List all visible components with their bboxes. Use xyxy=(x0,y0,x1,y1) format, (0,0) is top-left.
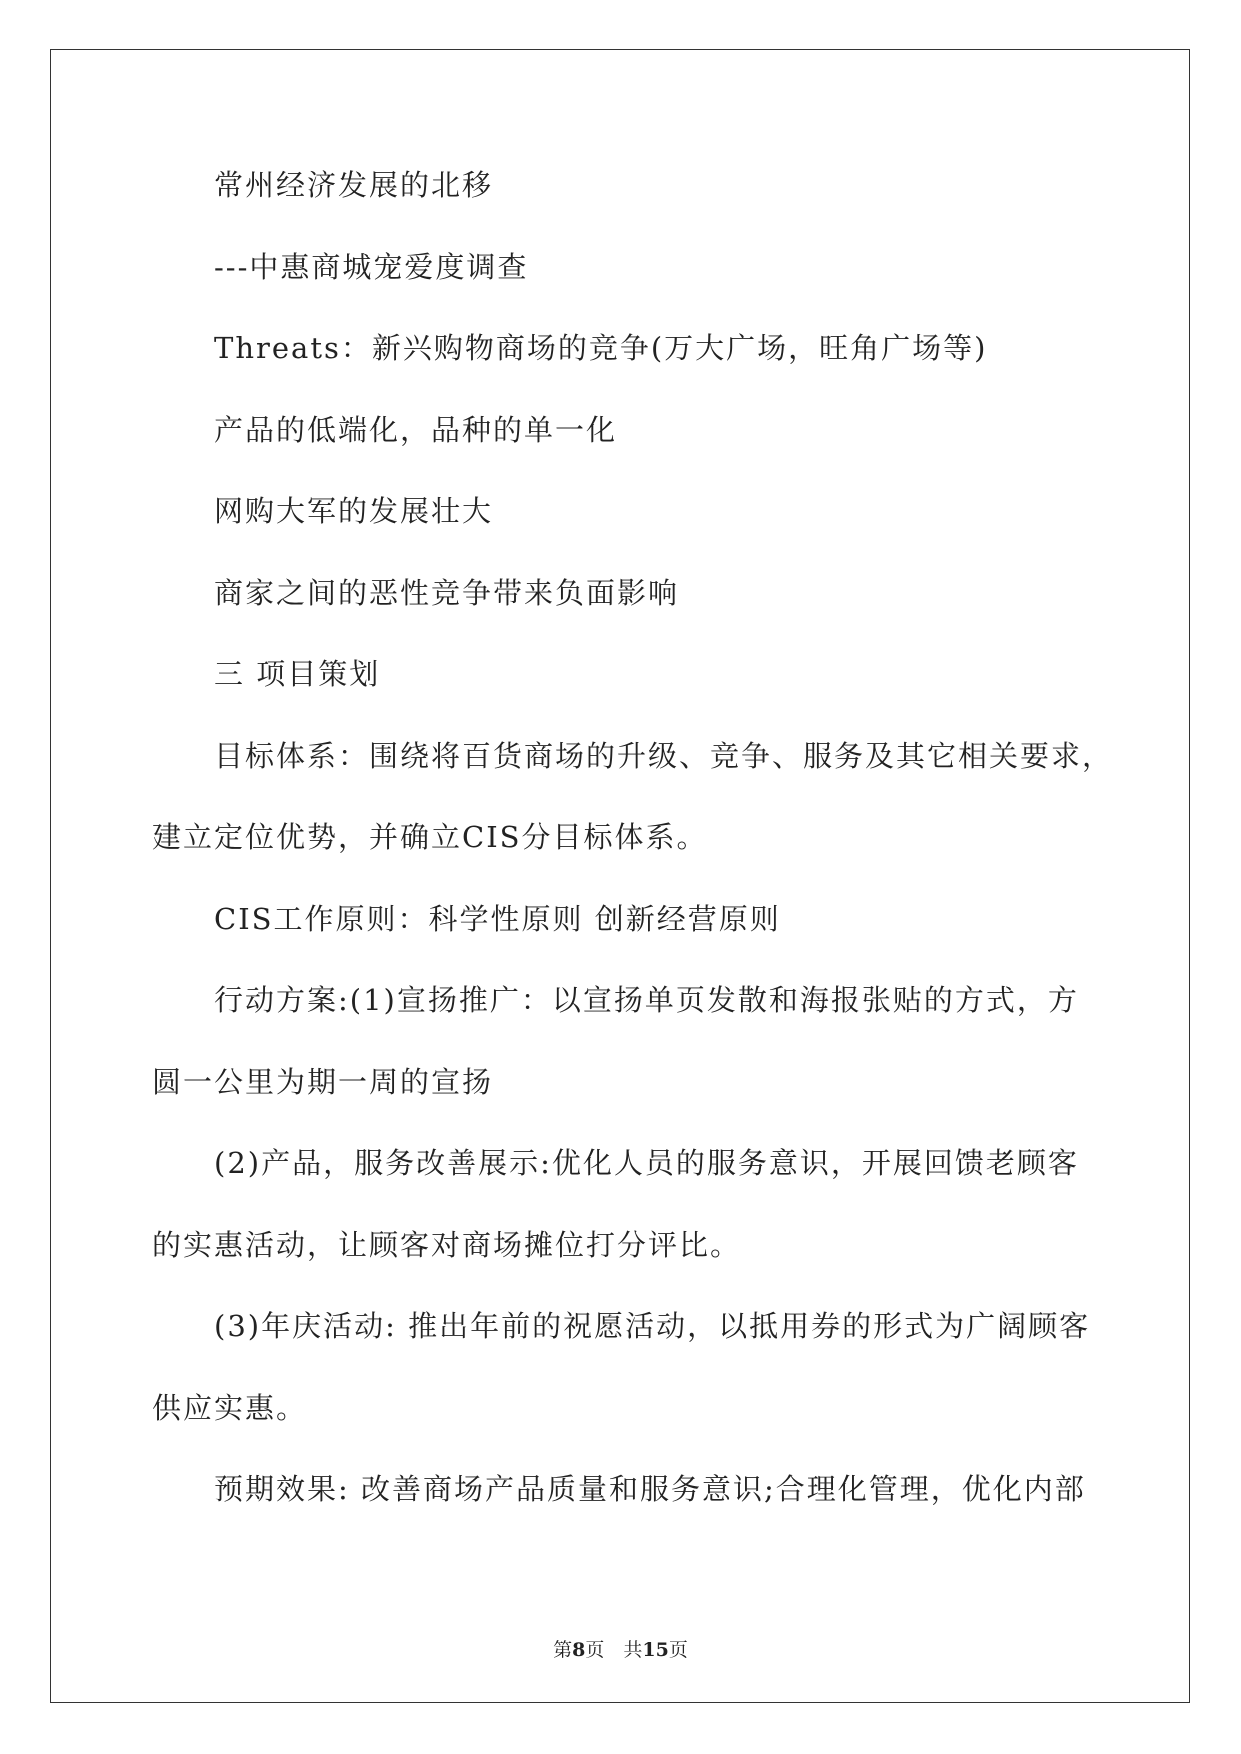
paragraph-line: ---中惠商城宠爱度调查 xyxy=(214,249,529,284)
paragraph-line: CIS工作原则：科学性原则 创新经营原则 xyxy=(214,901,781,936)
paragraph-line: (2)产品，服务改善展示:优化人员的服务意识，开展回馈老顾客 xyxy=(214,1146,1079,1180)
paragraph-line: (3)年庆活动: 推出年前的祝愿活动，以抵用券的形式为广阔顾客 xyxy=(214,1309,1091,1343)
paragraph-line: 建立定位优势，并确立CIS分目标体系。 xyxy=(152,820,708,854)
paragraph-line: 行动方案:(1)宣扬推广：以宣扬单页发散和海报张贴的方式，方 xyxy=(214,983,1079,1017)
paragraph-line: 的实惠活动，让顾客对商场摊位打分评比。 xyxy=(152,1227,742,1262)
paragraph-line: 网购大军的发展壮大 xyxy=(214,494,494,528)
paragraph-line: 常州经济发展的北移 xyxy=(214,168,494,202)
current-page-number: 8 xyxy=(572,1639,586,1661)
paragraph-line: 目标体系：围绕将百货商场的升级、竞争、服务及其它相关要求， xyxy=(214,738,1114,773)
paragraph-line: 圆一公里为期一周的宣扬 xyxy=(152,1064,494,1099)
paragraph-line: Threats：新兴购物商场的竞争(万大广场，旺角广场等) xyxy=(214,331,988,365)
document-body xyxy=(152,162,1112,1548)
paragraph-line: 商家之间的恶性竞争带来负面影响 xyxy=(214,575,680,610)
paragraph-line: 供应实惠。 xyxy=(152,1390,308,1425)
section-heading: 三 项目策划 xyxy=(214,657,381,691)
total-page-number: 15 xyxy=(642,1639,669,1661)
paragraph-line: 预期效果: 改善商场产品质量和服务意识;合理化管理，优化内部 xyxy=(214,1472,1086,1506)
footer-middle: 页 共 xyxy=(585,1639,643,1661)
footer-suffix: 页 xyxy=(668,1639,688,1661)
footer-prefix: 第 xyxy=(553,1639,573,1661)
paragraph-line: 产品的低端化，品种的单一化 xyxy=(214,412,618,447)
page-footer xyxy=(0,1635,1241,1662)
